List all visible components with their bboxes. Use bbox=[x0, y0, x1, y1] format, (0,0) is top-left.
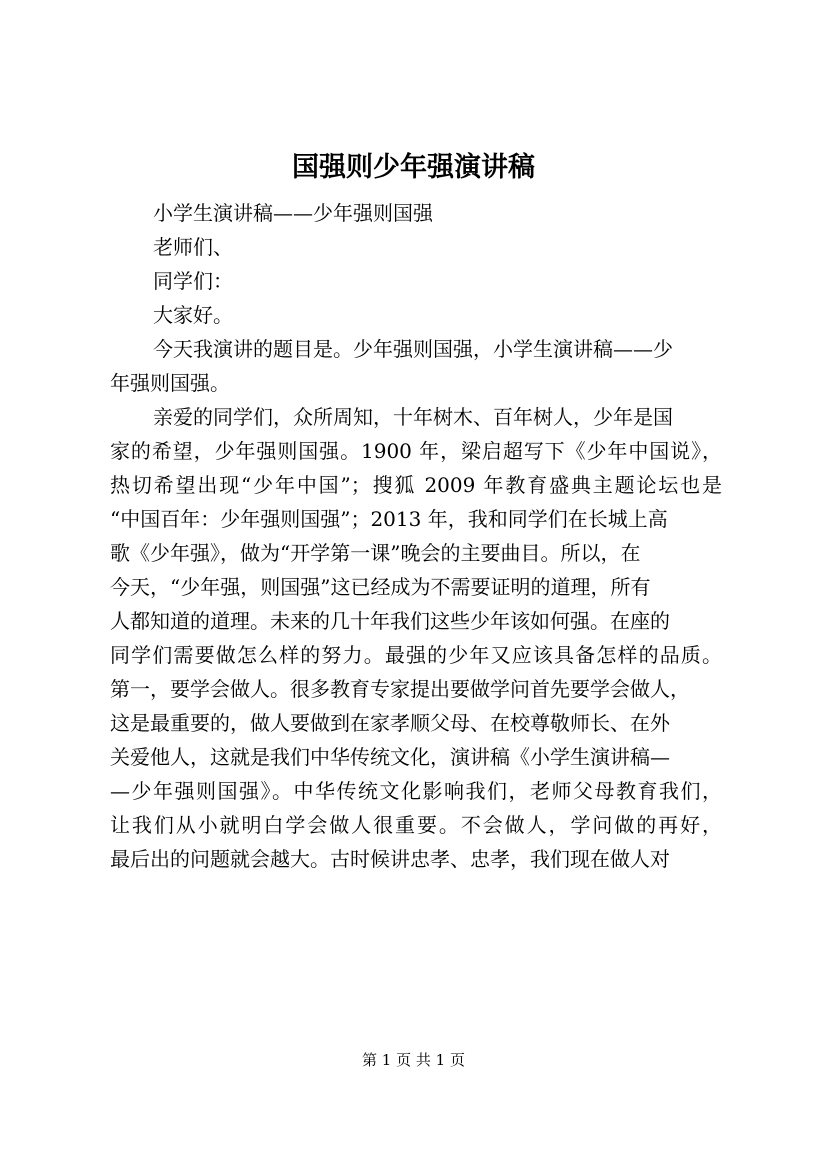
body-line: 歌《少年强》，做为“开学第一课”晚会的主要曲目。所以，在 bbox=[110, 541, 641, 565]
body-line: 小学生演讲稿——少年强则国强 bbox=[153, 201, 433, 225]
document-title: 国强则少年强演讲稿 bbox=[292, 152, 535, 183]
body-line: 老师们、 bbox=[153, 235, 233, 259]
document-body bbox=[110, 196, 722, 876]
body-line: —少年强则国强》。中华传统文化影响我们，老师父母教育我们， bbox=[110, 779, 722, 803]
page-footer: 第 1 页 共 1 页 bbox=[362, 1051, 465, 1069]
body-line: 第一，要学会做人。很多教育专家提出要做学问首先要学会做人， bbox=[110, 677, 690, 701]
body-line: 年强则国强。 bbox=[110, 371, 230, 395]
body-line: 同学们： bbox=[153, 269, 233, 293]
body-line: 今天，“少年强，则国强”这已经成为不需要证明的道理，所有 bbox=[110, 575, 651, 599]
body-line: 关爱他人，这就是我们中华传统文化，演讲稿《小学生演讲稿— bbox=[110, 745, 670, 769]
body-line: 让我们从小就明白学会做人很重要。不会做人，学问做的再好， bbox=[110, 813, 722, 837]
body-line: 人都知道的道理。未来的几十年我们这些少年该如何强。在座的 bbox=[110, 609, 670, 633]
body-line: 最后出的问题就会越大。古时候讲忠孝、忠孝，我们现在做人对 bbox=[110, 847, 670, 871]
body-line: 同学们需要做怎么样的努力。最强的少年又应该具备怎样的品质。 bbox=[110, 643, 722, 667]
body-line: 家的希望，少年强则国强。1900 年，梁启超写下《少年中国说》， bbox=[110, 439, 722, 463]
body-line: 今天我演讲的题目是。少年强则国强，小学生演讲稿——少 bbox=[153, 337, 673, 361]
body-line: 热切希望出现“少年中国”；搜狐 2009 年教育盛典主题论坛也是 bbox=[110, 473, 722, 497]
body-line: 大家好。 bbox=[153, 303, 233, 327]
body-line: “中国百年：少年强则国强”；2013 年，我和同学们在长城上高 bbox=[110, 507, 668, 531]
body-line: 这是最重要的，做人要做到在家孝顺父母、在校尊敬师长、在外 bbox=[110, 711, 670, 735]
body-line: 亲爱的同学们，众所周知，十年树木、百年树人，少年是国 bbox=[153, 405, 673, 429]
